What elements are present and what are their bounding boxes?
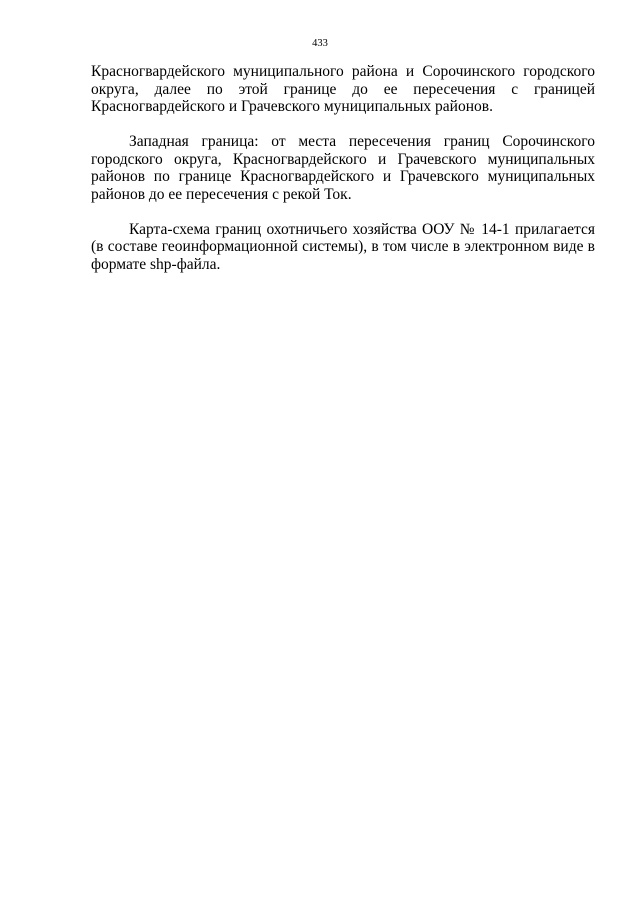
paragraph-continuation: Красногвардейского муниципального района и Сорочинского городского округа, далее по этой границе до ее пересечения с границей Красногвардейского и Грачевского муниципальных районов. (91, 63, 595, 115)
document-body (91, 63, 595, 273)
paragraph-western-boundary: Западная граница: от места пересечения границ Сорочинского городского округа, Красногвардейского и Грачевского муниципальных районов по границе Красногвардейского и Грачевского муниципальных районов до ее пересечения с рекой Ток. (91, 133, 595, 203)
paragraph-map-scheme: Карта-схема границ охотничьего хозяйства ООУ № 14-1 прилагается (в составе геоинформационной системы), в том числе в электронном виде в формате shp-файла. (91, 220, 595, 273)
page-number: 433 (312, 38, 328, 49)
